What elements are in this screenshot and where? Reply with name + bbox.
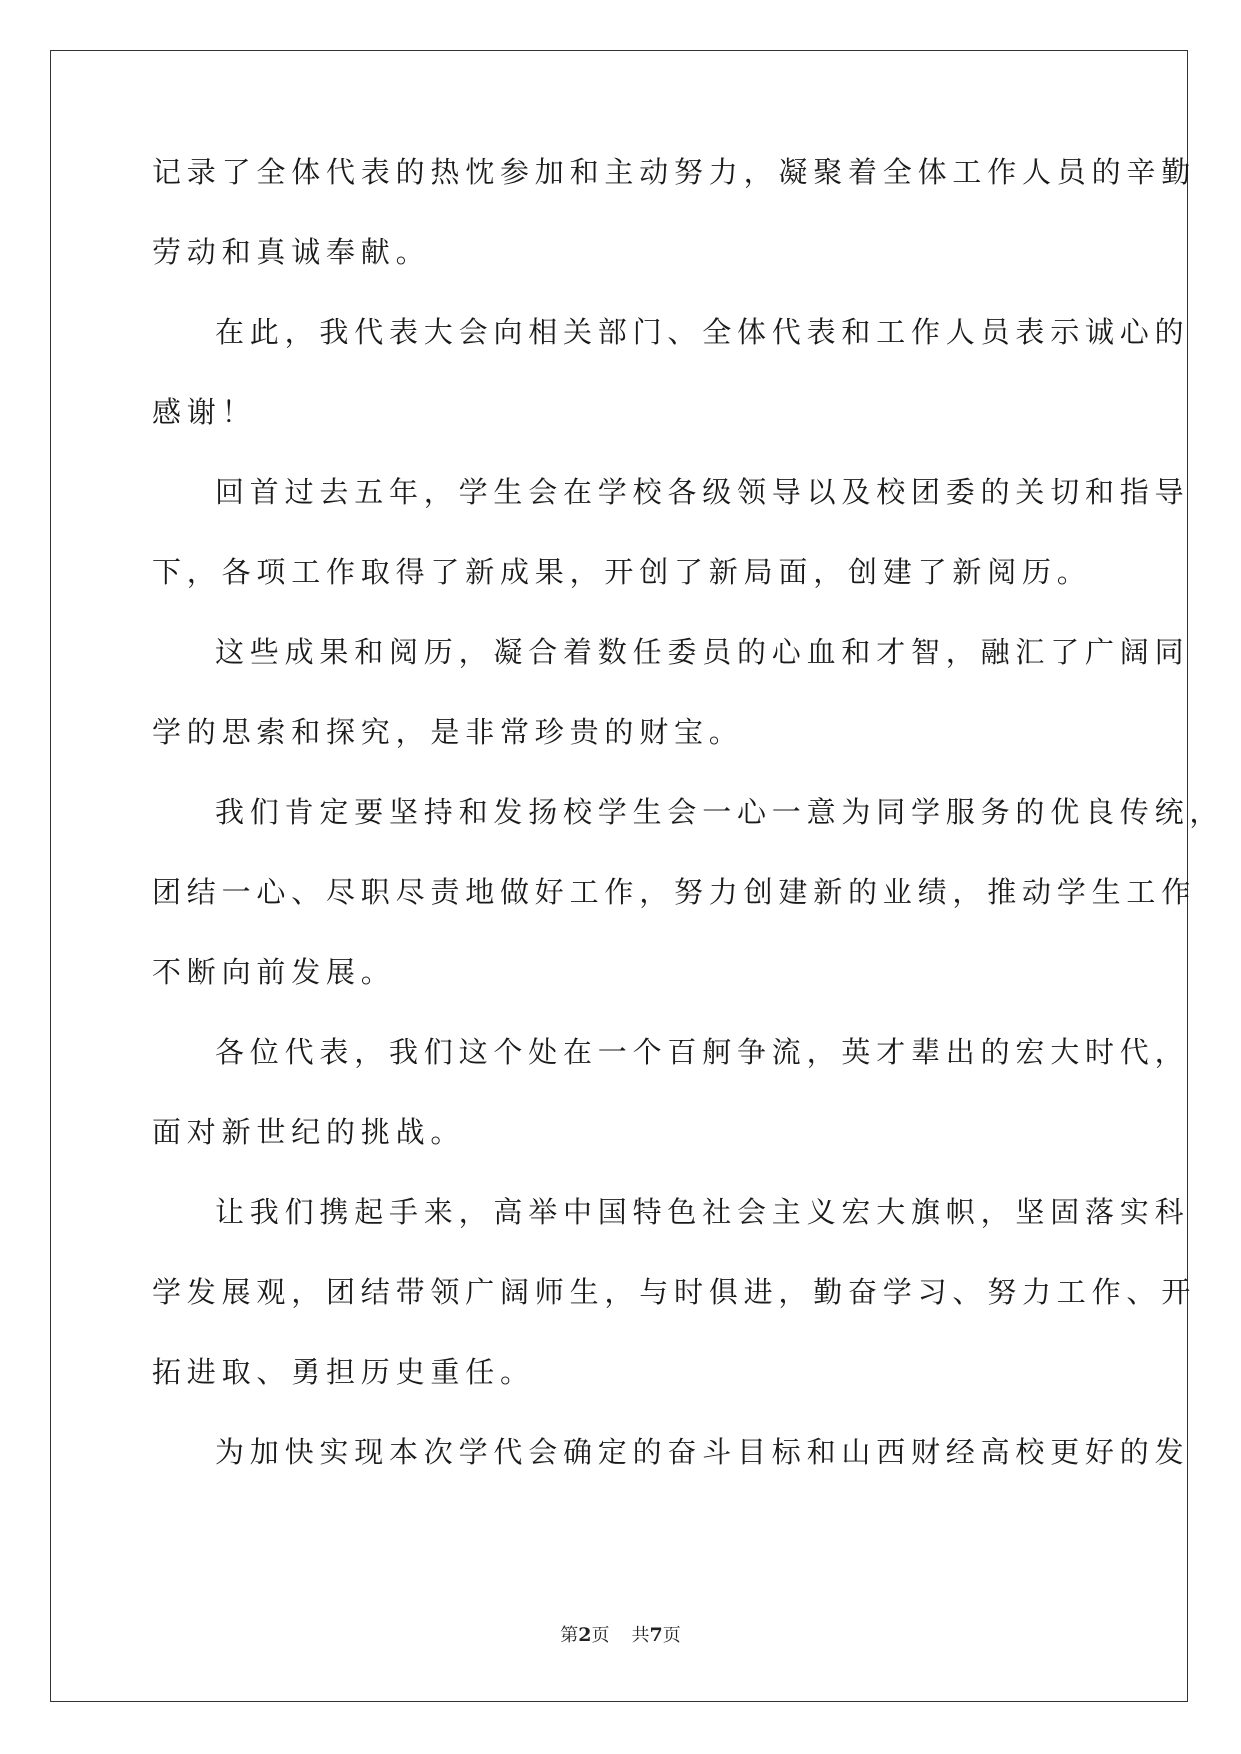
- text-line: 这些成果和阅历，凝合着数任委员的心血和才智，融汇了广阔同: [215, 635, 1190, 669]
- page-footer: [0, 1621, 1241, 1647]
- text-line: 学发展观，团结带领广阔师生，与时俱进，勤奋学习、努力工作、开: [152, 1275, 1197, 1309]
- text-line: 记录了全体代表的热忱参加和主动努力，凝聚着全体工作人员的辛勤: [152, 155, 1197, 189]
- text-line: 为加快实现本次学代会确定的奋斗目标和山西财经高校更好的发: [215, 1435, 1190, 1469]
- text-line: 我们肯定要坚持和发扬校学生会一心一意为同学服务的优良传统，: [215, 795, 1225, 829]
- text-line: 下，各项工作取得了新成果，开创了新局面，创建了新阅历。: [152, 555, 1092, 589]
- text-line: 拓进取、勇担历史重任。: [152, 1355, 535, 1389]
- total-page-number: 7: [649, 1624, 663, 1646]
- total-suffix: 页: [662, 1625, 681, 1646]
- text-line: 不断向前发展。: [152, 955, 396, 989]
- text-line: 面对新世纪的挑战。: [152, 1115, 466, 1149]
- total-prefix: 共: [631, 1625, 650, 1646]
- page-suffix: 页: [591, 1625, 610, 1646]
- text-line: 各位代表，我们这个处在一个百舸争流，英才辈出的宏大时代，: [215, 1035, 1190, 1069]
- text-line: 学的思索和探究，是非常珍贵的财宝。: [152, 715, 744, 749]
- text-line: 回首过去五年，学生会在学校各级领导以及校团委的关切和指导: [215, 475, 1190, 509]
- text-line: 劳动和真诚奉献。: [152, 235, 431, 269]
- text-line: 感谢！: [152, 395, 257, 429]
- text-line: 团结一心、尽职尽责地做好工作，努力创建新的业绩，推动学生工作: [152, 875, 1197, 909]
- current-page-number: 2: [578, 1624, 592, 1646]
- page-prefix: 第: [560, 1625, 579, 1646]
- text-line: 在此，我代表大会向相关部门、全体代表和工作人员表示诚心的: [215, 315, 1190, 349]
- text-line: 让我们携起手来，高举中国特色社会主义宏大旗帜，坚固落实科: [215, 1195, 1190, 1229]
